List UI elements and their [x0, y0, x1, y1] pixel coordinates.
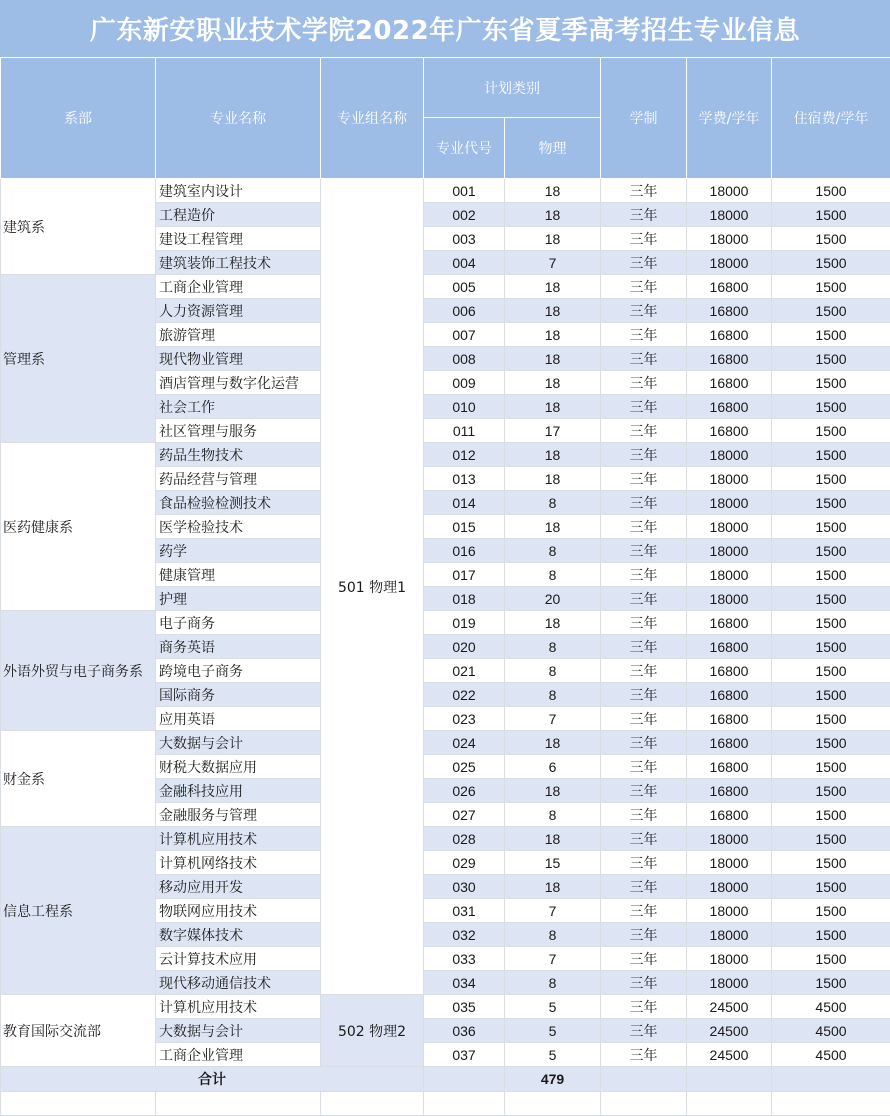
physics-cell: 8: [505, 683, 601, 707]
dorm-cell: 1500: [772, 707, 890, 731]
major-cell: 跨境电子商务: [156, 659, 321, 683]
physics-cell: 5: [505, 1019, 601, 1043]
length-cell: 三年: [601, 971, 687, 995]
header-length: 学制: [601, 58, 687, 179]
code-cell: 026: [424, 779, 505, 803]
code-cell: 021: [424, 659, 505, 683]
tuition-cell: 18000: [687, 899, 772, 923]
major-cell: 护理: [156, 587, 321, 611]
major-cell: 社会工作: [156, 395, 321, 419]
length-cell: 三年: [601, 227, 687, 251]
dorm-cell: 1500: [772, 827, 890, 851]
physics-cell: 18: [505, 827, 601, 851]
dorm-cell: 1500: [772, 443, 890, 467]
dept-cell: 外语外贸与电子商务系: [1, 611, 156, 731]
dorm-cell: 1500: [772, 275, 890, 299]
major-cell: 金融科技应用: [156, 779, 321, 803]
tuition-cell: 18000: [687, 491, 772, 515]
code-cell: 017: [424, 563, 505, 587]
dorm-cell: 4500: [772, 1043, 890, 1067]
length-cell: 三年: [601, 323, 687, 347]
blank-cell: [156, 1092, 321, 1116]
blank-cell: [601, 1092, 687, 1116]
tuition-cell: 16800: [687, 611, 772, 635]
dorm-cell: 1500: [772, 467, 890, 491]
dept-cell: 财金系: [1, 731, 156, 827]
table-row: [1, 179, 890, 203]
code-cell: 035: [424, 995, 505, 1019]
code-cell: 027: [424, 803, 505, 827]
major-cell: 数字媒体技术: [156, 923, 321, 947]
physics-cell: 18: [505, 611, 601, 635]
tuition-cell: 18000: [687, 203, 772, 227]
tuition-cell: 16800: [687, 419, 772, 443]
dept-cell: 教育国际交流部: [1, 995, 156, 1067]
length-cell: 三年: [601, 611, 687, 635]
code-cell: 024: [424, 731, 505, 755]
major-cell: 国际商务: [156, 683, 321, 707]
physics-cell: 18: [505, 347, 601, 371]
code-cell: 001: [424, 179, 505, 203]
length-cell: 三年: [601, 395, 687, 419]
blank-cell: [772, 1092, 890, 1116]
major-cell: 工程造价: [156, 203, 321, 227]
blank-cell: [1, 1092, 156, 1116]
tuition-cell: 16800: [687, 755, 772, 779]
page-title: 广东新安职业技术学院2022年广东省夏季高考招生专业信息: [0, 0, 890, 57]
length-cell: 三年: [601, 899, 687, 923]
dorm-cell: 1500: [772, 875, 890, 899]
physics-cell: 18: [505, 299, 601, 323]
physics-cell: 7: [505, 251, 601, 275]
dorm-cell: 1500: [772, 731, 890, 755]
dorm-cell: 1500: [772, 251, 890, 275]
code-cell: 006: [424, 299, 505, 323]
code-cell: 034: [424, 971, 505, 995]
length-cell: 三年: [601, 947, 687, 971]
header-group: 专业组名称: [321, 58, 424, 179]
tuition-cell: 16800: [687, 731, 772, 755]
physics-cell: 8: [505, 971, 601, 995]
length-cell: 三年: [601, 299, 687, 323]
dorm-cell: 1500: [772, 683, 890, 707]
blank-cell: [687, 1092, 772, 1116]
code-cell: 019: [424, 611, 505, 635]
dorm-cell: 1500: [772, 491, 890, 515]
code-cell: 013: [424, 467, 505, 491]
code-cell: 030: [424, 875, 505, 899]
physics-cell: 18: [505, 515, 601, 539]
dorm-cell: 1500: [772, 395, 890, 419]
total-physics: 479: [505, 1067, 601, 1092]
table-row: [1, 443, 890, 467]
dorm-cell: 1500: [772, 635, 890, 659]
tuition-cell: 18000: [687, 947, 772, 971]
table-row: [1, 827, 890, 851]
major-cell: 大数据与会计: [156, 731, 321, 755]
code-cell: 011: [424, 419, 505, 443]
length-cell: 三年: [601, 491, 687, 515]
tuition-cell: 16800: [687, 635, 772, 659]
major-cell: 建筑装饰工程技术: [156, 251, 321, 275]
tuition-cell: 18000: [687, 251, 772, 275]
tuition-cell: 16800: [687, 395, 772, 419]
table-row: [1, 611, 890, 635]
code-cell: 029: [424, 851, 505, 875]
header-tuition: 学费/学年: [687, 58, 772, 179]
physics-cell: 18: [505, 731, 601, 755]
physics-cell: 18: [505, 275, 601, 299]
length-cell: 三年: [601, 203, 687, 227]
code-cell: 004: [424, 251, 505, 275]
dept-cell: 医药健康系: [1, 443, 156, 611]
length-cell: 三年: [601, 419, 687, 443]
physics-cell: 8: [505, 635, 601, 659]
dorm-cell: 1500: [772, 299, 890, 323]
length-cell: 三年: [601, 539, 687, 563]
tuition-cell: 16800: [687, 347, 772, 371]
code-cell: 018: [424, 587, 505, 611]
tuition-cell: 24500: [687, 995, 772, 1019]
group-cell: 501 物理1: [321, 179, 424, 995]
major-cell: 酒店管理与数字化运营: [156, 371, 321, 395]
length-cell: 三年: [601, 995, 687, 1019]
header-major: 专业名称: [156, 58, 321, 179]
major-cell: 社区管理与服务: [156, 419, 321, 443]
tuition-cell: 16800: [687, 659, 772, 683]
major-cell: 云计算技术应用: [156, 947, 321, 971]
dorm-cell: 1500: [772, 347, 890, 371]
tuition-cell: 16800: [687, 683, 772, 707]
physics-cell: 18: [505, 179, 601, 203]
total-empty: [687, 1067, 772, 1092]
header-code: 专业代号: [424, 118, 505, 179]
tuition-cell: 18000: [687, 179, 772, 203]
code-cell: 007: [424, 323, 505, 347]
dorm-cell: 1500: [772, 779, 890, 803]
physics-cell: 7: [505, 707, 601, 731]
length-cell: 三年: [601, 875, 687, 899]
major-cell: 人力资源管理: [156, 299, 321, 323]
tuition-cell: 16800: [687, 371, 772, 395]
total-empty: [772, 1067, 890, 1092]
major-cell: 财税大数据应用: [156, 755, 321, 779]
length-cell: 三年: [601, 563, 687, 587]
major-cell: 计算机应用技术: [156, 995, 321, 1019]
code-cell: 014: [424, 491, 505, 515]
physics-cell: 18: [505, 779, 601, 803]
length-cell: 三年: [601, 371, 687, 395]
physics-cell: 8: [505, 563, 601, 587]
physics-cell: 15: [505, 851, 601, 875]
physics-cell: 6: [505, 755, 601, 779]
tuition-cell: 24500: [687, 1019, 772, 1043]
dorm-cell: 4500: [772, 1019, 890, 1043]
length-cell: 三年: [601, 635, 687, 659]
dorm-cell: 1500: [772, 611, 890, 635]
length-cell: 三年: [601, 683, 687, 707]
length-cell: 三年: [601, 779, 687, 803]
admissions-table: [0, 57, 890, 1116]
length-cell: 三年: [601, 1043, 687, 1067]
dorm-cell: 1500: [772, 851, 890, 875]
dept-cell: 管理系: [1, 275, 156, 443]
blank-cell: [321, 1092, 424, 1116]
header-physics: 物理: [505, 118, 601, 179]
length-cell: 三年: [601, 443, 687, 467]
physics-cell: 20: [505, 587, 601, 611]
total-label: 合计: [1, 1067, 424, 1092]
length-cell: 三年: [601, 659, 687, 683]
length-cell: 三年: [601, 179, 687, 203]
total-empty: [601, 1067, 687, 1092]
code-cell: 028: [424, 827, 505, 851]
tuition-cell: 18000: [687, 443, 772, 467]
length-cell: 三年: [601, 515, 687, 539]
code-cell: 033: [424, 947, 505, 971]
physics-cell: 5: [505, 1043, 601, 1067]
dorm-cell: 1500: [772, 227, 890, 251]
major-cell: 应用英语: [156, 707, 321, 731]
physics-cell: 18: [505, 395, 601, 419]
code-cell: 003: [424, 227, 505, 251]
table-row: [1, 995, 890, 1019]
tuition-cell: 16800: [687, 707, 772, 731]
total-row: [1, 1067, 890, 1092]
major-cell: 现代移动通信技术: [156, 971, 321, 995]
physics-cell: 18: [505, 203, 601, 227]
major-cell: 旅游管理: [156, 323, 321, 347]
tuition-cell: 16800: [687, 803, 772, 827]
header-dept: 系部: [1, 58, 156, 179]
header-plan: 计划类别: [424, 58, 601, 118]
physics-cell: 5: [505, 995, 601, 1019]
tuition-cell: 16800: [687, 779, 772, 803]
length-cell: 三年: [601, 707, 687, 731]
code-cell: 032: [424, 923, 505, 947]
dorm-cell: 1500: [772, 755, 890, 779]
code-cell: 036: [424, 1019, 505, 1043]
table-row: [1, 275, 890, 299]
physics-cell: 8: [505, 659, 601, 683]
length-cell: 三年: [601, 755, 687, 779]
table-body: [1, 179, 890, 1116]
major-cell: 食品检验检测技术: [156, 491, 321, 515]
code-cell: 015: [424, 515, 505, 539]
major-cell: 物联网应用技术: [156, 899, 321, 923]
tuition-cell: 18000: [687, 971, 772, 995]
physics-cell: 7: [505, 899, 601, 923]
group-cell: 502 物理2: [321, 995, 424, 1067]
tuition-cell: 18000: [687, 923, 772, 947]
length-cell: 三年: [601, 851, 687, 875]
physics-cell: 8: [505, 539, 601, 563]
code-cell: 002: [424, 203, 505, 227]
length-cell: 三年: [601, 803, 687, 827]
dorm-cell: 1500: [772, 947, 890, 971]
major-cell: 医学检验技术: [156, 515, 321, 539]
dorm-cell: 4500: [772, 995, 890, 1019]
code-cell: 020: [424, 635, 505, 659]
length-cell: 三年: [601, 587, 687, 611]
physics-cell: 18: [505, 323, 601, 347]
physics-cell: 8: [505, 923, 601, 947]
dorm-cell: 1500: [772, 899, 890, 923]
physics-cell: 7: [505, 947, 601, 971]
major-cell: 工商企业管理: [156, 1043, 321, 1067]
dorm-cell: 1500: [772, 179, 890, 203]
tuition-cell: 18000: [687, 587, 772, 611]
dorm-cell: 1500: [772, 323, 890, 347]
major-cell: 建筑室内设计: [156, 179, 321, 203]
dorm-cell: 1500: [772, 803, 890, 827]
length-cell: 三年: [601, 923, 687, 947]
tuition-cell: 16800: [687, 299, 772, 323]
code-cell: 008: [424, 347, 505, 371]
code-cell: 010: [424, 395, 505, 419]
major-cell: 计算机网络技术: [156, 851, 321, 875]
tuition-cell: 16800: [687, 275, 772, 299]
tuition-cell: 16800: [687, 323, 772, 347]
major-cell: 金融服务与管理: [156, 803, 321, 827]
blank-row: [1, 1092, 890, 1116]
major-cell: 移动应用开发: [156, 875, 321, 899]
major-cell: 工商企业管理: [156, 275, 321, 299]
tuition-cell: 18000: [687, 515, 772, 539]
major-cell: 计算机应用技术: [156, 827, 321, 851]
major-cell: 现代物业管理: [156, 347, 321, 371]
blank-cell: [505, 1092, 601, 1116]
length-cell: 三年: [601, 275, 687, 299]
physics-cell: 18: [505, 875, 601, 899]
dorm-cell: 1500: [772, 203, 890, 227]
length-cell: 三年: [601, 251, 687, 275]
tuition-cell: 18000: [687, 539, 772, 563]
major-cell: 电子商务: [156, 611, 321, 635]
code-cell: 037: [424, 1043, 505, 1067]
total-code-empty: [424, 1067, 505, 1092]
physics-cell: 18: [505, 227, 601, 251]
length-cell: 三年: [601, 731, 687, 755]
tuition-cell: 18000: [687, 467, 772, 491]
tuition-cell: 18000: [687, 227, 772, 251]
header-dorm: 住宿费/学年: [772, 58, 890, 179]
length-cell: 三年: [601, 347, 687, 371]
dorm-cell: 1500: [772, 659, 890, 683]
length-cell: 三年: [601, 827, 687, 851]
tuition-cell: 18000: [687, 827, 772, 851]
dept-cell: 建筑系: [1, 179, 156, 275]
code-cell: 005: [424, 275, 505, 299]
physics-cell: 8: [505, 491, 601, 515]
major-cell: 建设工程管理: [156, 227, 321, 251]
major-cell: 药学: [156, 539, 321, 563]
major-cell: 商务英语: [156, 635, 321, 659]
code-cell: 016: [424, 539, 505, 563]
major-cell: 大数据与会计: [156, 1019, 321, 1043]
length-cell: 三年: [601, 1019, 687, 1043]
tuition-cell: 18000: [687, 563, 772, 587]
table-row: [1, 731, 890, 755]
dorm-cell: 1500: [772, 971, 890, 995]
tuition-cell: 18000: [687, 851, 772, 875]
physics-cell: 17: [505, 419, 601, 443]
major-cell: 健康管理: [156, 563, 321, 587]
length-cell: 三年: [601, 467, 687, 491]
dorm-cell: 1500: [772, 923, 890, 947]
dorm-cell: 1500: [772, 563, 890, 587]
physics-cell: 18: [505, 371, 601, 395]
physics-cell: 18: [505, 467, 601, 491]
dorm-cell: 1500: [772, 587, 890, 611]
physics-cell: 18: [505, 443, 601, 467]
dept-cell: 信息工程系: [1, 827, 156, 995]
code-cell: 012: [424, 443, 505, 467]
tuition-cell: 18000: [687, 875, 772, 899]
dorm-cell: 1500: [772, 515, 890, 539]
code-cell: 031: [424, 899, 505, 923]
major-cell: 药品经营与管理: [156, 467, 321, 491]
physics-cell: 8: [505, 803, 601, 827]
code-cell: 023: [424, 707, 505, 731]
code-cell: 025: [424, 755, 505, 779]
dorm-cell: 1500: [772, 371, 890, 395]
blank-cell: [424, 1092, 505, 1116]
tuition-cell: 24500: [687, 1043, 772, 1067]
dorm-cell: 1500: [772, 419, 890, 443]
major-cell: 药品生物技术: [156, 443, 321, 467]
dorm-cell: 1500: [772, 539, 890, 563]
code-cell: 022: [424, 683, 505, 707]
code-cell: 009: [424, 371, 505, 395]
